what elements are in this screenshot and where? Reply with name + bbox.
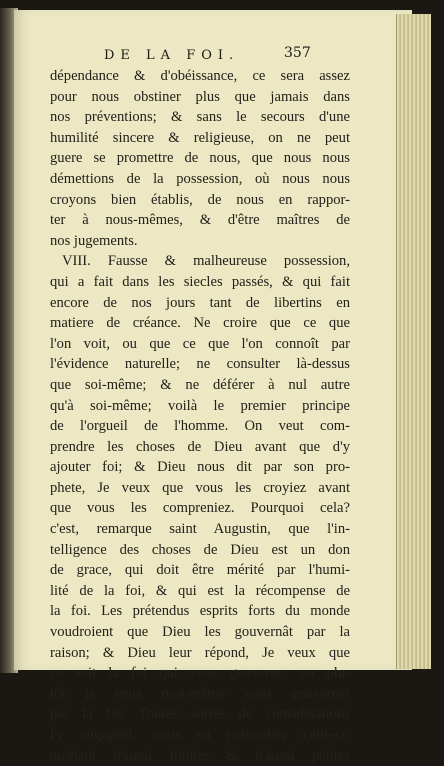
text-line: par la foi. Toutes sortes de considérations bbox=[50, 706, 350, 723]
body-text bbox=[50, 66, 350, 766]
text-line: phete, Je veux que vous les croyiez avant bbox=[50, 479, 350, 496]
text-line: de l'orgueil de l'homme. On veut com- bbox=[50, 418, 350, 435]
text-line: VIII. Fausse & malheureuse possession, bbox=[62, 253, 350, 270]
text-line: telligence des choses de Dieu est un don bbox=[50, 541, 350, 558]
text-line: encore de nos jours tant de libertins en bbox=[50, 294, 350, 311]
text-line: humilité sincere & religieuse, on ne peut bbox=[50, 129, 350, 146]
running-title: DE LA FOI. bbox=[104, 48, 240, 63]
text-line: qui a fait dans les siecles passés, & qui fait bbox=[50, 273, 350, 290]
page-stack-edge bbox=[396, 14, 431, 669]
text-line: ce soit la foi qui vous gouverne, ou plu- bbox=[50, 665, 350, 682]
text-line: de grace, qui doit être mérité par l'humi- bbox=[50, 562, 350, 579]
text-line: croyons bien établis, de nous en rappor- bbox=[50, 191, 350, 208]
text-line: l'y engagent, mais en particulier celle-ci: bbox=[50, 727, 350, 743]
text-line: ter à nous-mêmes, & d'être maîtres de bbox=[50, 212, 350, 229]
text-line: pour nous obstiner plus que jamais dans bbox=[50, 88, 350, 105]
text-line: tôt je veux moi-même vous gouverner bbox=[50, 685, 350, 702]
text-line: matiere de créance. Ne croire que ce que bbox=[50, 315, 350, 332]
page-number: 357 bbox=[284, 45, 311, 61]
text-line: raison; & Dieu leur répond, Je veux que bbox=[50, 644, 350, 661]
text-line: dépendance & d'obéissance, ce sera assez bbox=[50, 68, 350, 84]
text-line: que soi-même; & ne déférer à nul autre bbox=[50, 376, 350, 393]
text-line: démettions de la possession, où nous nous bbox=[50, 170, 350, 187]
text-line: voudroient que Dieu les gouvernât par la bbox=[50, 624, 350, 641]
text-line: que vous les compreniez. Pourquoi cela? bbox=[50, 500, 350, 517]
text-line: qu'à soi-même; voilà le premier principe bbox=[50, 397, 350, 414]
text-line: c'est, remarque saint Augustin, que l'in- bbox=[50, 521, 350, 538]
text-line: nos jugements. bbox=[50, 232, 138, 249]
text-line: ajouter foi; & Dieu nous dit par son pro- bbox=[50, 459, 350, 476]
text-line: l'on voit, ou que ce que l'on connoît par bbox=[50, 335, 350, 352]
page-header bbox=[104, 45, 344, 68]
text-line: lité de la foi, & qui est la récompense de bbox=[50, 582, 350, 599]
text-line: la foi. Les prétendus esprits forts du monde bbox=[50, 603, 350, 620]
text-line: nos préventions; & sans le secours d'une bbox=[50, 109, 350, 126]
text-line: l'évidence naturelle; ne consulter là-dessus bbox=[50, 356, 350, 373]
text-line: qu'étant d'aussi foibles & d'aussi petites bbox=[50, 747, 350, 764]
text-line: prendre les choses de Dieu avant que d'y bbox=[50, 438, 350, 455]
text-line: guere se promettre de nous, que nous nous bbox=[50, 150, 350, 167]
